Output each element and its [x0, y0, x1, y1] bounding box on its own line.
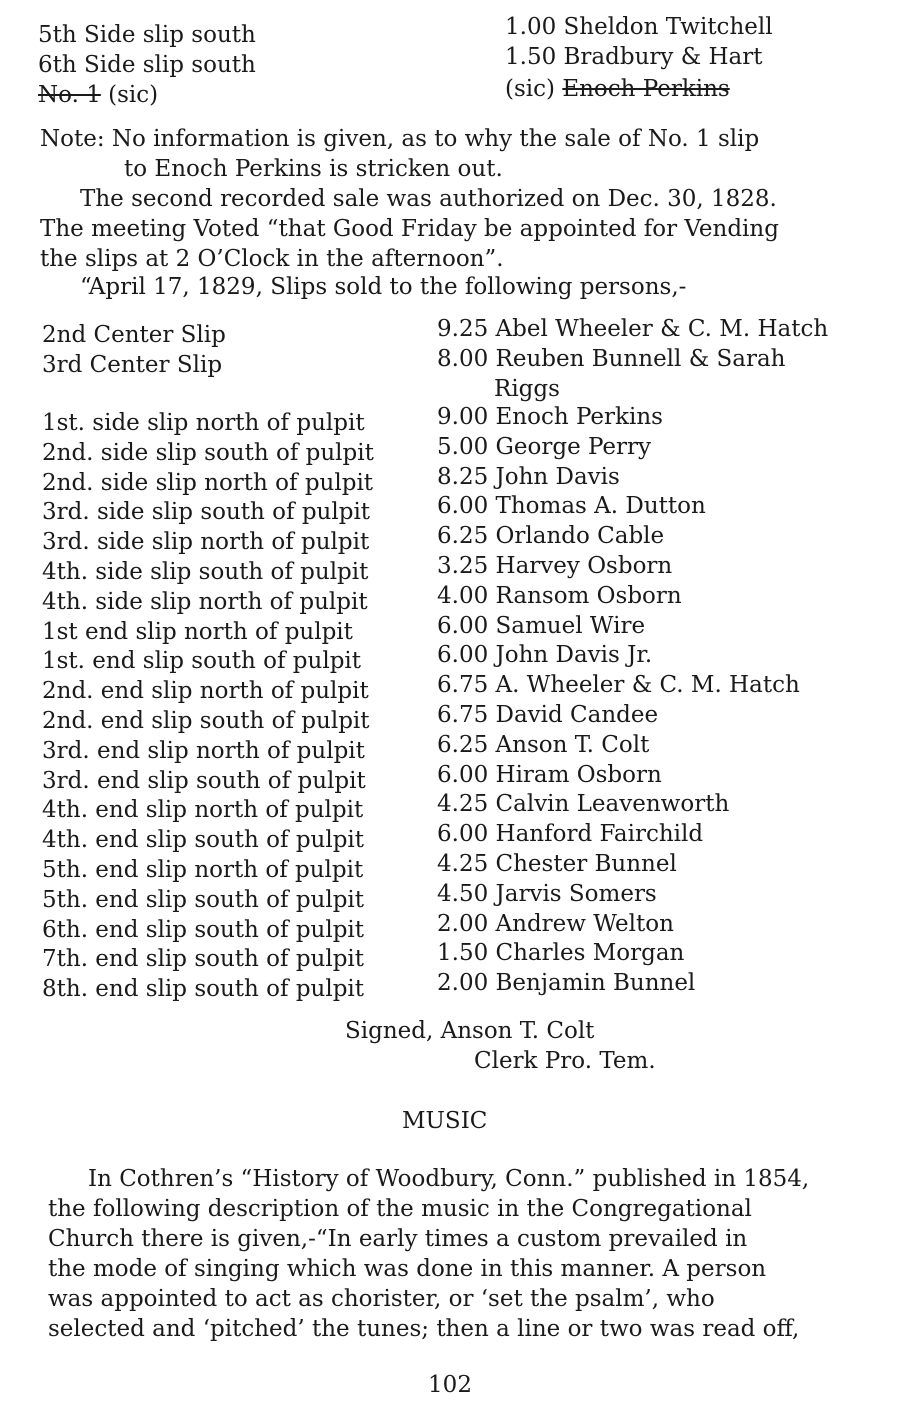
slip-sale-entry: 6.25 Orlando Cable	[437, 523, 665, 550]
slip-sale-slip: 4th. end slip north of pulpit	[42, 797, 364, 824]
paragraph-1-line-3: the slips at 2 O’Clock in the afternoon”.	[40, 246, 504, 272]
slip-sale-slip: 2nd. side slip north of pulpit	[42, 469, 374, 496]
slip-sale-slip: 2nd. end slip north of pulpit	[42, 678, 369, 705]
slip-sale-entry: 6.75 A. Wheeler & C. M. Hatch	[437, 672, 800, 699]
top-sale-slip-2: 6th Side slip south	[38, 52, 256, 78]
music-line-3: Church there is given,-“In early times a custom prevailed in	[48, 1226, 748, 1252]
slip-sale-entry: 6.75 David Candee	[437, 702, 659, 728]
music-line-1: In Cothren’s “History of Woodbury, Conn.” published in 1854,	[88, 1166, 810, 1192]
slip-sale-entry: 4.50 Jarvis Somers	[437, 880, 657, 907]
slip-sale-entry: 6.00 Hanford Fairchild	[437, 821, 704, 848]
note-line-2: to Enoch Perkins is stricken out.	[124, 156, 503, 182]
struck-slip-number: No. 1	[38, 82, 101, 108]
slip-sale-entry: 2.00 Benjamin Bunnel	[437, 970, 696, 997]
note-line-1: Note: No information is given, as to why the sale of No. 1 slip	[40, 126, 760, 152]
paragraph-1-line-1: The second recorded sale was authorized on Dec. 30, 1828.	[80, 186, 777, 212]
slip-sale-entry: 6.00 Thomas A. Dutton	[437, 493, 706, 520]
slip-sale-slip: 4th. end slip south of pulpit	[42, 827, 365, 854]
top-sale-entry-1: 1.00 Sheldon Twitchell	[505, 14, 773, 40]
center-sale-entry-2-cont: Riggs	[494, 376, 560, 402]
slip-sale-slip: 1st. end slip south of pulpit	[42, 648, 362, 675]
slip-sale-slip: 3rd. end slip north of pulpit	[42, 737, 365, 764]
slip-sale-entry: 4.00 Ransom Osborn	[437, 582, 682, 609]
struck-slip-row	[38, 80, 158, 110]
slip-sale-slip: 3rd. side slip north of pulpit	[42, 529, 370, 556]
slip-sale-entry: 2.00 Andrew Welton	[437, 910, 674, 937]
slip-sale-slip: 4th. side slip south of pulpit	[42, 559, 369, 585]
music-line-4: the mode of singing which was done in this manner. A person	[48, 1256, 767, 1282]
slip-sale-entry: 9.00 Enoch Perkins	[437, 404, 663, 430]
slip-sale-slip: 1st end slip north of pulpit	[42, 618, 353, 645]
center-sale-entry-1: 9.25 Abel Wheeler & C. M. Hatch	[437, 316, 829, 342]
slip-sale-slip: 2nd. end slip south of pulpit	[42, 708, 370, 734]
page-number: 102	[428, 1372, 472, 1398]
sale-intro: “April 17, 1829, Slips sold to the following persons,-	[80, 274, 687, 300]
slip-sale-slip: 7th. end slip south of pulpit	[42, 946, 365, 973]
slip-sale-entry: 6.00 Hiram Osborn	[437, 761, 662, 788]
top-sale-slip-1: 5th Side slip south	[38, 22, 256, 48]
slip-sale-entry: 6.00 Samuel Wire	[437, 612, 646, 639]
slip-sale-slip: 3rd. end slip south of pulpit	[42, 767, 366, 794]
music-heading: MUSIC	[402, 1108, 488, 1134]
slip-sale-entry: 3.25 Harvey Osborn	[437, 553, 673, 579]
slip-sale-entry: 4.25 Calvin Leavenworth	[437, 791, 730, 818]
music-line-2: the following description of the music in the Congregational	[48, 1196, 752, 1222]
struck-entry-name: Enoch Perkins	[562, 76, 730, 102]
signature-line-2: Clerk Pro. Tem.	[474, 1048, 656, 1074]
paragraph-1-line-2: The meeting Voted “that Good Friday be appointed for Vending	[40, 216, 779, 242]
center-sale-entry-2: 8.00 Reuben Bunnell & Sarah	[437, 346, 786, 372]
slip-sale-entry: 6.00 John Davis Jr.	[437, 642, 653, 669]
slip-sale-entry: 6.25 Anson T. Colt	[437, 731, 650, 758]
signature-line-1: Signed, Anson T. Colt	[345, 1018, 595, 1044]
slip-sale-slip: 8th. end slip south of pulpit	[42, 976, 365, 1003]
slip-sale-slip: 5th. end slip north of pulpit	[42, 857, 364, 883]
struck-slip-note: (sic)	[108, 82, 159, 108]
slip-sale-entry: 4.25 Chester Bunnel	[437, 851, 677, 877]
slip-sale-entry: 5.00 George Perry	[437, 433, 652, 460]
slip-sale-slip: 4th. side slip north of pulpit	[42, 588, 368, 615]
center-sale-slip-2: 3rd Center Slip	[42, 352, 223, 378]
slip-sale-slip: 6th. end slip south of pulpit	[42, 916, 365, 943]
music-line-6: selected and ‘pitched’ the tunes; then a line or two was read off,	[48, 1316, 800, 1342]
slip-sale-entry: 1.50 Charles Morgan	[437, 940, 685, 967]
slip-sale-entry: 8.25 John Davis	[437, 463, 620, 490]
center-sale-slip-1: 2nd Center Slip	[42, 322, 226, 348]
slip-sale-slip: 2nd. side slip south of pulpit	[42, 439, 374, 466]
music-line-5: was appointed to act as chorister, or ‘set the psalm’, who	[48, 1286, 715, 1312]
struck-entry-note: (sic)	[505, 76, 555, 102]
top-sale-entry-2: 1.50 Bradbury & Hart	[505, 44, 763, 70]
slip-sale-slip: 3rd. side slip south of pulpit	[42, 499, 371, 526]
slip-sale-slip: 1st. side slip north of pulpit	[42, 410, 365, 436]
struck-entry-row	[505, 74, 730, 104]
slip-sale-slip: 5th. end slip south of pulpit	[42, 886, 365, 913]
